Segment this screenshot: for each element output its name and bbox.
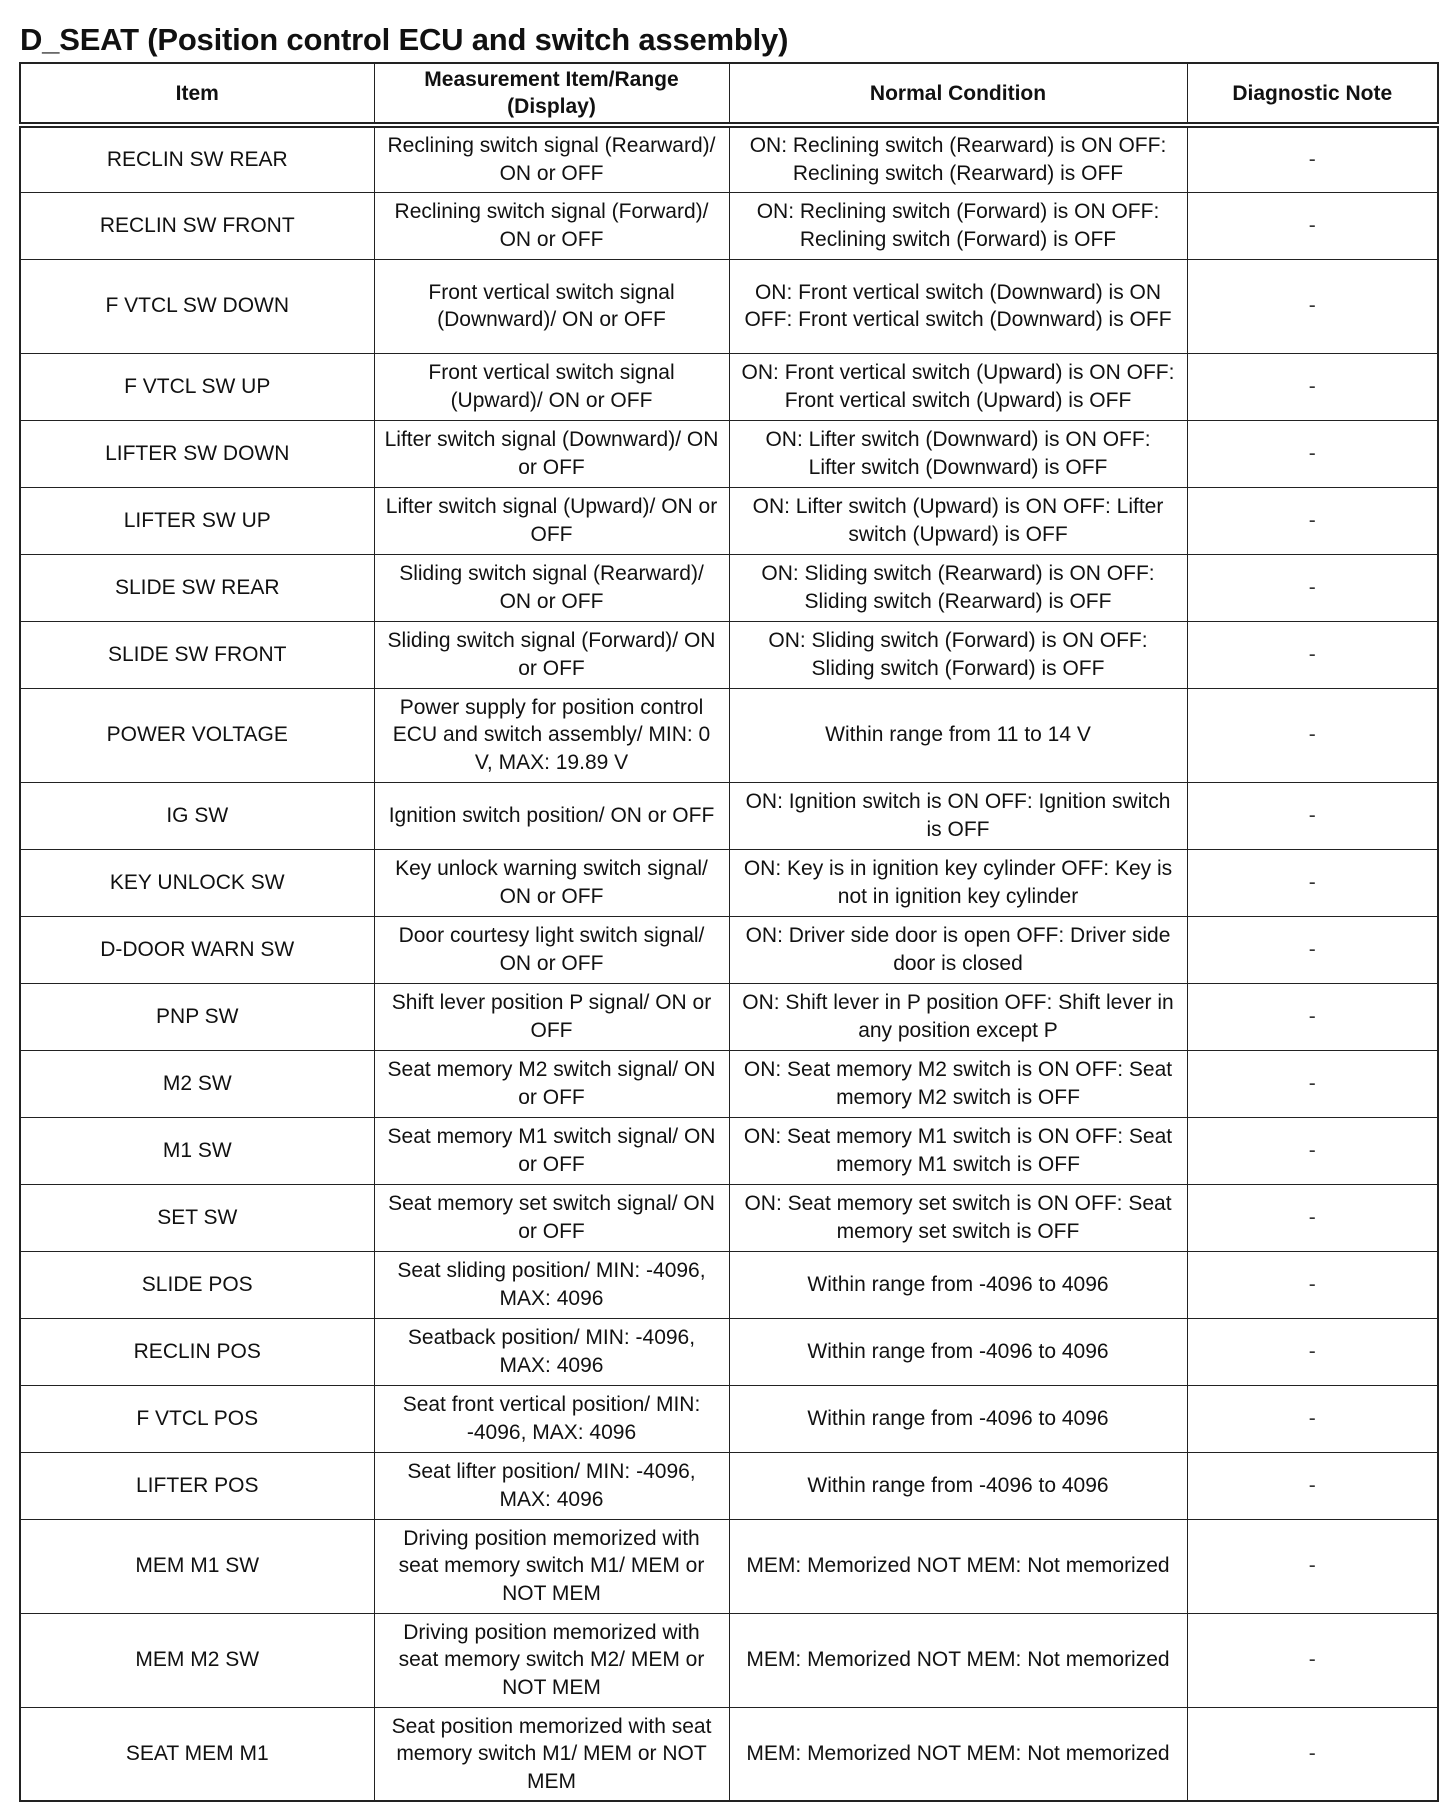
measurement-cell: Reclining switch signal (Forward)/ ON or OFF [374,192,729,259]
condition-cell: ON: Ignition switch is ON OFF: Ignition switch is OFF [729,782,1187,849]
note-cell: - [1187,916,1438,983]
note-cell: - [1187,621,1438,688]
measurement-cell: Front vertical switch signal (Downward)/ ON or OFF [374,259,729,353]
item-cell: RECLIN SW FRONT [20,192,374,259]
measurement-cell: Sliding switch signal (Forward)/ ON or OFF [374,621,729,688]
table-row [20,916,1438,983]
data-table [19,62,1439,1802]
table-row [20,1251,1438,1318]
measurement-cell: Seat memory M2 switch signal/ ON or OFF [374,1050,729,1117]
measurement-cell: Lifter switch signal (Downward)/ ON or OFF [374,420,729,487]
measurement-cell: Seat memory set switch signal/ ON or OFF [374,1184,729,1251]
condition-cell: ON: Sliding switch (Forward) is ON OFF: Sliding switch (Forward) is OFF [729,621,1187,688]
table-row [20,353,1438,420]
item-cell: SEAT MEM M1 [20,1707,374,1801]
item-cell: SLIDE SW REAR [20,554,374,621]
table-row [20,849,1438,916]
item-cell: M1 SW [20,1117,374,1184]
measurement-cell: Reclining switch signal (Rearward)/ ON or OFF [374,125,729,192]
note-cell: - [1187,125,1438,192]
item-cell: D-DOOR WARN SW [20,916,374,983]
condition-cell: MEM: Memorized NOT MEM: Not memorized [729,1613,1187,1707]
page-title: D_SEAT (Position control ECU and switch assembly) [20,22,789,57]
note-cell: - [1187,554,1438,621]
condition-cell: ON: Reclining switch (Forward) is ON OFF: Reclining switch (Forward) is OFF [729,192,1187,259]
item-cell: RECLIN POS [20,1318,374,1385]
table-row [20,192,1438,259]
measurement-cell: Front vertical switch signal (Upward)/ ON or OFF [374,353,729,420]
note-cell: - [1187,1117,1438,1184]
note-cell: - [1187,1251,1438,1318]
note-cell: - [1187,1318,1438,1385]
note-cell: - [1187,1707,1438,1801]
item-cell: SLIDE POS [20,1251,374,1318]
condition-cell: ON: Seat memory set switch is ON OFF: Seat memory set switch is OFF [729,1184,1187,1251]
item-cell: M2 SW [20,1050,374,1117]
column-header-item: Item [20,63,374,125]
item-cell: MEM M1 SW [20,1519,374,1613]
item-cell: LIFTER SW UP [20,487,374,554]
measurement-cell: Lifter switch signal (Upward)/ ON or OFF [374,487,729,554]
table-row [20,1117,1438,1184]
note-cell: - [1187,782,1438,849]
table-row [20,1318,1438,1385]
condition-cell: ON: Front vertical switch (Downward) is ON OFF: Front vertical switch (Downward) is OFF [729,259,1187,353]
table-row [20,554,1438,621]
item-cell: LIFTER POS [20,1452,374,1519]
measurement-cell: Shift lever position P signal/ ON or OFF [374,983,729,1050]
note-cell: - [1187,192,1438,259]
condition-cell: ON: Reclining switch (Rearward) is ON OFF: Reclining switch (Rearward) is OFF [729,125,1187,192]
table-row [20,487,1438,554]
table-row [20,1385,1438,1452]
table-row [20,1519,1438,1613]
item-cell: SET SW [20,1184,374,1251]
condition-cell: MEM: Memorized NOT MEM: Not memorized [729,1519,1187,1613]
note-cell: - [1187,1452,1438,1519]
note-cell: - [1187,487,1438,554]
condition-cell: ON: Driver side door is open OFF: Driver side door is closed [729,916,1187,983]
note-cell: - [1187,983,1438,1050]
measurement-cell: Seat position memorized with seat memory switch M1/ MEM or NOT MEM [374,1707,729,1801]
item-cell: PNP SW [20,983,374,1050]
condition-cell: ON: Sliding switch (Rearward) is ON OFF: Sliding switch (Rearward) is OFF [729,554,1187,621]
condition-cell: Within range from 11 to 14 V [729,688,1187,782]
measurement-cell: Sliding switch signal (Rearward)/ ON or OFF [374,554,729,621]
note-cell: - [1187,353,1438,420]
measurement-cell: Driving position memorized with seat memory switch M1/ MEM or NOT MEM [374,1519,729,1613]
measurement-cell: Seat lifter position/ MIN: -4096, MAX: 4096 [374,1452,729,1519]
measurement-cell: Seat sliding position/ MIN: -4096, MAX: 4096 [374,1251,729,1318]
table-row [20,688,1438,782]
note-cell: - [1187,1613,1438,1707]
measurement-cell: Ignition switch position/ ON or OFF [374,782,729,849]
item-cell: POWER VOLTAGE [20,688,374,782]
measurement-cell: Power supply for position control ECU and switch assembly/ MIN: 0 V, MAX: 19.89 V [374,688,729,782]
condition-cell: MEM: Memorized NOT MEM: Not memorized [729,1707,1187,1801]
item-cell: MEM M2 SW [20,1613,374,1707]
table-row [20,1184,1438,1251]
measurement-cell: Key unlock warning switch signal/ ON or OFF [374,849,729,916]
measurement-cell: Seatback position/ MIN: -4096, MAX: 4096 [374,1318,729,1385]
table-row [20,983,1438,1050]
column-header-normal-condition: Normal Condition [729,63,1187,125]
condition-cell: ON: Front vertical switch (Upward) is ON OFF: Front vertical switch (Upward) is OFF [729,353,1187,420]
table-row [20,782,1438,849]
column-header-diagnostic-note: Diagnostic Note [1187,63,1438,125]
note-cell: - [1187,259,1438,353]
measurement-cell: Seat front vertical position/ MIN: -4096, MAX: 4096 [374,1385,729,1452]
item-cell: SLIDE SW FRONT [20,621,374,688]
table-row [20,259,1438,353]
item-cell: LIFTER SW DOWN [20,420,374,487]
note-cell: - [1187,1050,1438,1117]
item-cell: F VTCL SW UP [20,353,374,420]
note-cell: - [1187,1519,1438,1613]
note-cell: - [1187,1184,1438,1251]
measurement-cell: Driving position memorized with seat memory switch M2/ MEM or NOT MEM [374,1613,729,1707]
condition-cell: ON: Key is in ignition key cylinder OFF: Key is not in ignition key cylinder [729,849,1187,916]
measurement-cell: Door courtesy light switch signal/ ON or OFF [374,916,729,983]
condition-cell: Within range from -4096 to 4096 [729,1251,1187,1318]
table-row [20,125,1438,192]
note-cell: - [1187,420,1438,487]
note-cell: - [1187,849,1438,916]
item-cell: KEY UNLOCK SW [20,849,374,916]
measurement-cell: Seat memory M1 switch signal/ ON or OFF [374,1117,729,1184]
condition-cell: ON: Lifter switch (Upward) is ON OFF: Lifter switch (Upward) is OFF [729,487,1187,554]
table-header-row [20,63,1438,125]
item-cell: IG SW [20,782,374,849]
table-row [20,420,1438,487]
item-cell: RECLIN SW REAR [20,125,374,192]
table-row [20,621,1438,688]
column-header-measurement: Measurement Item/Range (Display) [374,63,729,125]
item-cell: F VTCL POS [20,1385,374,1452]
table-row [20,1452,1438,1519]
condition-cell: Within range from -4096 to 4096 [729,1452,1187,1519]
table-row [20,1707,1438,1801]
condition-cell: ON: Seat memory M1 switch is ON OFF: Seat memory M1 switch is OFF [729,1117,1187,1184]
note-cell: - [1187,1385,1438,1452]
condition-cell: ON: Seat memory M2 switch is ON OFF: Seat memory M2 switch is OFF [729,1050,1187,1117]
item-cell: F VTCL SW DOWN [20,259,374,353]
table-row [20,1050,1438,1117]
condition-cell: Within range from -4096 to 4096 [729,1385,1187,1452]
note-cell: - [1187,688,1438,782]
condition-cell: Within range from -4096 to 4096 [729,1318,1187,1385]
table-row [20,1613,1438,1707]
condition-cell: ON: Lifter switch (Downward) is ON OFF: Lifter switch (Downward) is OFF [729,420,1187,487]
condition-cell: ON: Shift lever in P position OFF: Shift lever in any position except P [729,983,1187,1050]
